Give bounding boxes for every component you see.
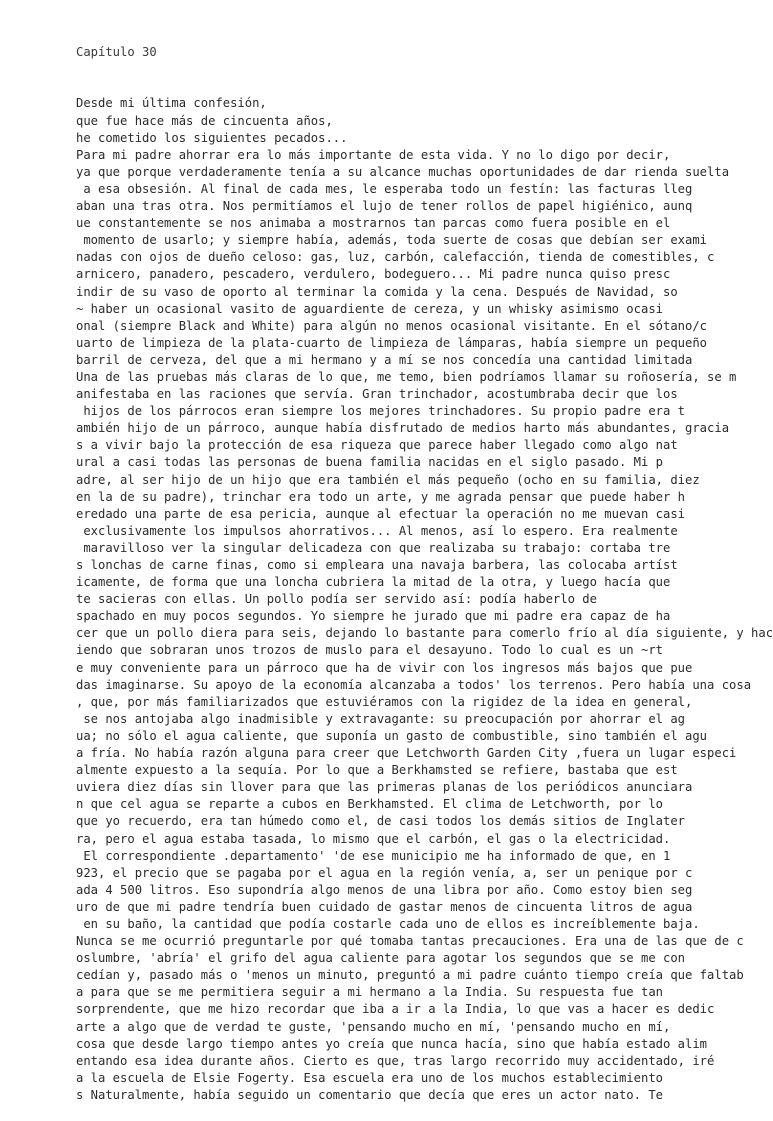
text-line: en la de su padre), trinchar era todo un arte, y me agrada pensar que puede haber h xyxy=(76,489,686,504)
text-line: uviera diez días sin llover para que las primeras planas de los periódicos anunciara xyxy=(76,780,693,795)
text-line: uro de que mi padre tendría buen cuidado de gastar menos de cincuenta litros de agua xyxy=(76,899,693,914)
text-line: , que, por más familiarizados que estuviéramos con la rigidez de la idea en general, xyxy=(76,694,693,709)
text-line: Nunca se me ocurrió preguntarle por qué tomaba tantas precauciones. Era una de las que de c xyxy=(76,934,744,949)
text-line: hijos de los párrocos eran siempre los mejores trinchadores. Su propio padre era t xyxy=(76,404,686,419)
text-line: cer que un pollo diera para seis, dejando lo bastante para comerlo frío al día siguiente, y hac xyxy=(76,626,773,641)
text-line: indir de su vaso de oporto al terminar la comida y la cena. Después de Navidad, so xyxy=(76,284,678,299)
text-line: oslumbre, 'abría' el grifo del agua caliente para agotar los segundos que se me con xyxy=(76,951,686,966)
text-line: te sacieras con ellas. Un pollo podía ser servido así: podía haberlo de xyxy=(76,592,597,607)
text-line: onal (siempre Black and White) para algún no menos ocasional visitante. En el sótano/c xyxy=(76,318,708,333)
text-line: nadas con ojos de dueño celoso: gas, luz, carbón, calefacción, tienda de comestibles, c xyxy=(76,250,715,265)
text-line: que fue hace más de cincuenta años, xyxy=(76,113,333,128)
text-line: El correspondiente .departamento' 'de ese municipio me ha informado de que, en 1 xyxy=(76,848,671,863)
text-line: sorprendente, que me hizo recordar que iba a ir a la India, lo que vas a hacer es dedic xyxy=(76,1002,715,1017)
text-line: a la escuela de Elsie Fogerty. Esa escuela era uno de los muchos establecimiento xyxy=(76,1070,663,1085)
text-line: a fría. No había razón alguna para creer que Letchworth Garden City ,fuera un lugar especi xyxy=(76,746,737,761)
text-line: ambién hijo de un párroco, aunque había disfrutado de medios harto más abundantes, gracia xyxy=(76,421,730,436)
text-line: icamente, de forma que una loncha cubriera la mitad de la otra, y luego hacía que xyxy=(76,575,671,590)
text-line: se nos antojaba algo inadmisible y extravagante: su preocupación por ahorrar el ag xyxy=(76,711,686,726)
text-line: a esa obsesión. Al final de cada mes, le esperaba todo un festín: las facturas lleg xyxy=(76,181,693,196)
text-line: cosa que desde largo tiempo antes yo creía que nunca hacía, sino que había estado alim xyxy=(76,1036,708,1051)
text-line: das imaginarse. Su apoyo de la economía alcanzaba a todos' los terrenos. Pero había una cosa xyxy=(76,677,752,692)
text-line: Una de las pruebas más claras de lo que, me temo, bien podríamos llamar su roñosería, se m xyxy=(76,369,737,384)
text-line: 923, el precio que se pagaba por el agua en la región venía, a, ser un penique por c xyxy=(76,865,693,880)
text-line: cedían y, pasado más o 'menos un minuto, preguntó a mi padre cuánto tiempo creía que faltab xyxy=(76,968,744,983)
text-line: spachado en muy pocos segundos. Yo siempre he jurado que mi padre era capaz de ha xyxy=(76,609,671,624)
text-line: s lonchas de carne finas, como si empleara una navaja barbera, las colocaba artíst xyxy=(76,558,678,572)
text-line: ada 4 500 litros. Eso supondría algo menos de una libra por año. Como estoy bien seg xyxy=(76,882,693,897)
text-line: exclusivamente los impulsos ahorrativos... Al menos, así lo espero. Era realmente xyxy=(76,523,678,538)
text-line: arte a algo que de verdad te guste, 'pensando mucho en mí, 'pensando mucho en mí, xyxy=(76,1019,671,1034)
text-line: arnicero, panadero, pescadero, verdulero, bodeguero... Mi padre nunca quiso presc xyxy=(76,267,671,282)
text-line: e muy conveniente para un párroco que ha de vivir con los ingresos más bajos que pue xyxy=(76,660,693,675)
text-line: ua; no sólo el agua caliente, que suponía un gasto de combustible, sino también el agu xyxy=(76,728,708,743)
text-line: maravilloso ver la singular delicadeza con que realizaba su trabajo: cortaba tre xyxy=(76,540,671,555)
text-line: anifestaba en las raciones que servía. Gran trinchador, acostumbraba decir que los xyxy=(76,387,678,402)
text-line: he cometido los siguientes pecados... xyxy=(76,130,348,145)
text-line: a para que se me permitiera seguir a mi hermano a la India. Su respuesta fue tan xyxy=(76,985,663,1000)
text-line: uarto de limpieza de la plata-cuarto de limpieza de lámparas, había siempre un pequeño xyxy=(76,335,708,350)
text-line: entando esa idea durante años. Cierto es que, tras largo recorrido muy accidentado, iré xyxy=(76,1053,715,1068)
body-text xyxy=(76,95,773,1104)
text-line: que yo recuerdo, era tan húmedo como el, de casi todos los demás sitios de Inglater xyxy=(76,814,686,829)
text-line: aban una tras otra. Nos permitíamos el lujo de tener rollos de papel higiénico, aunq xyxy=(76,199,693,214)
text-line: almente expuesto a la sequía. Por lo que a Berkhamsted se refiere, bastaba que est xyxy=(76,763,678,778)
text-line: en su baño, la cantidad que podía costarle cada uno de ellos es increíblemente baja. xyxy=(76,916,700,931)
chapter-header: Capítulo 30 xyxy=(76,45,157,60)
text-line: Para mi padre ahorrar era lo más importante de esta vida. Y no lo digo por decir, xyxy=(76,147,671,162)
text-line: barril de cerveza, del que a mi hermano y a mí se nos concedía una cantidad limitada xyxy=(76,352,693,367)
text-line: ra, pero el agua estaba tasada, lo mismo que el carbón, el gas o la electricidad. xyxy=(76,831,671,846)
text-line: s Naturalmente, había seguido un comentario que decía que eres un actor nato. Te xyxy=(76,1087,663,1102)
text-line: adre, al ser hijo de un hijo que era también el más pequeño (ocho en su familia, diez xyxy=(76,472,700,487)
text-line: iendo que sobraran unos trozos de muslo para el desayuno. Todo lo cual es un ~rt xyxy=(76,643,663,658)
text-line: ural a casi todas las personas de buena familia nacidas en el siglo pasado. Mi p xyxy=(76,455,663,470)
text-line: Desde mi última confesión, xyxy=(76,96,267,111)
text-line: eredado una parte de esa pericia, aunque al efectuar la operación no me muevan casi xyxy=(76,506,686,521)
text-line: ~ haber un ocasional vasito de aguardiente de cereza, y un whisky asimismo ocasi xyxy=(76,301,663,316)
text-line: n que cel agua se reparte a cubos en Berkhamsted. El clima de Letchworth, por lo xyxy=(76,797,663,812)
text-line: momento de usarlo; y siempre había, además, toda suerte de cosas que debían ser exami xyxy=(76,233,708,248)
text-line: s a vivir bajo la protección de esa riqueza que parece haber llegado como algo nat xyxy=(76,438,678,453)
text-line: ue constantemente se nos animaba a mostrarnos tan parcas como fuera posible en el xyxy=(76,216,671,231)
text-line: ya que porque verdaderamente tenía a su alcance muchas oportunidades de dar rienda suelta xyxy=(76,164,730,179)
